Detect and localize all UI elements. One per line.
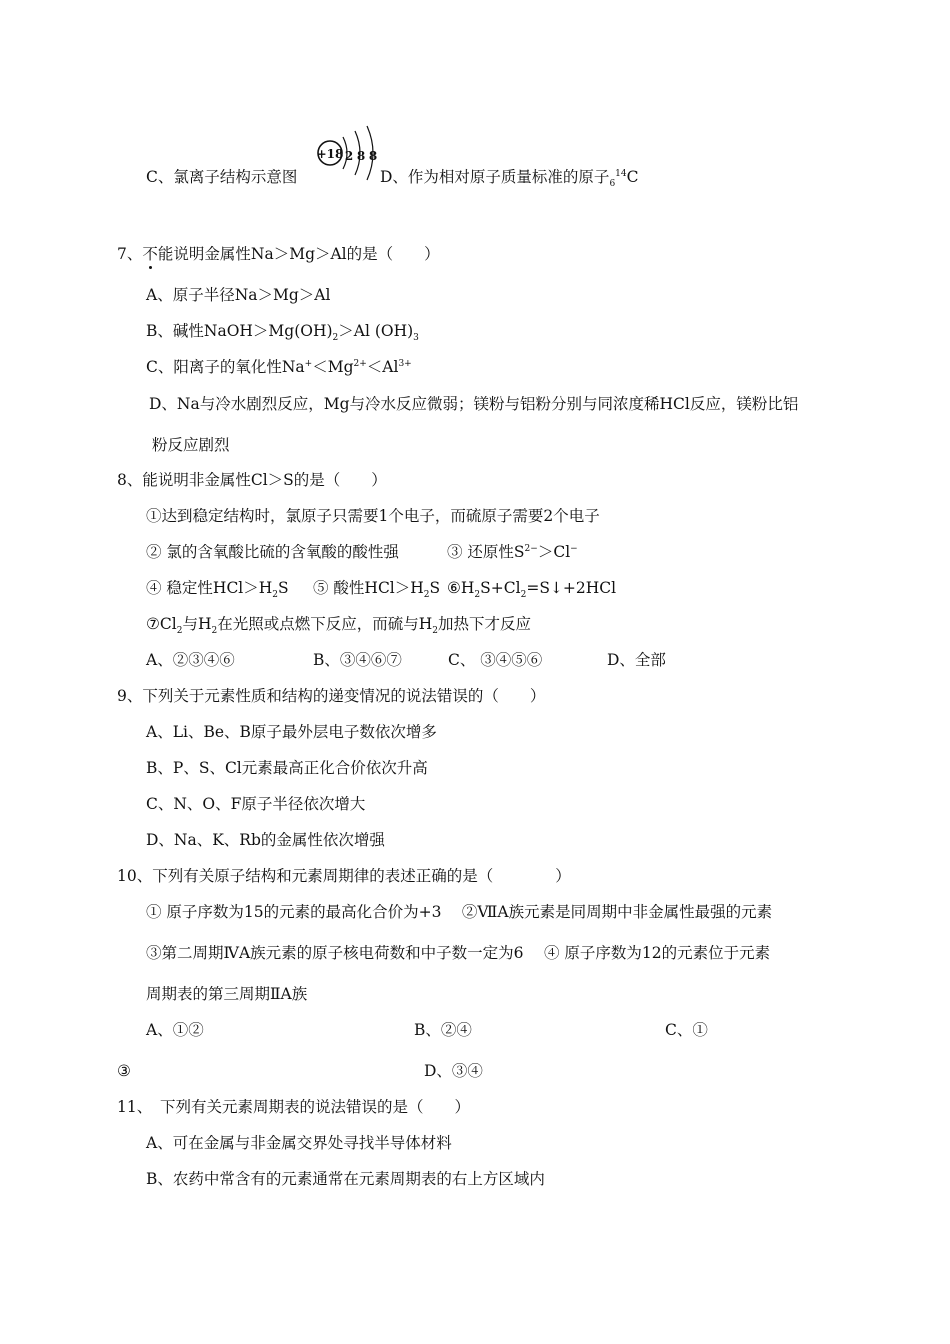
q10-option-c-continued: ③: [117, 1062, 131, 1080]
q7-stem: 7、不能说明金属性Na＞Mg＞Al的是（ ）: [117, 245, 440, 263]
q7-option-d-line2: 粉反应剧烈: [152, 436, 230, 454]
q10-option-d: D、③④: [424, 1062, 483, 1080]
emphasis-dot: 不: [142, 245, 158, 263]
q7-option-a: A、原子半径Na＞Mg＞Al: [146, 286, 331, 304]
q10-stem: 10、下列有关原子结构和元素周期律的表述正确的是（ ）: [117, 867, 571, 885]
q9-option-c: C、N、O、F原子半径依次增大: [146, 795, 366, 813]
q8-item-2: ② 氯的含氧酸比硫的含氧酸的酸性强: [146, 543, 399, 561]
q8-option-c: C、 ③④⑤⑥: [448, 651, 543, 669]
q8-item-6: $⑥H_2S+Cl_2=S↓+2HCl$: [447, 579, 617, 601]
q9-option-b: B、P、S、Cl元素最高正化合价依次升高: [146, 759, 428, 777]
q11-option-a: A、可在金属与非金属交界处寻找半导体材料: [146, 1134, 452, 1152]
shell-electrons-1: 2: [344, 149, 354, 163]
q6-option-d: D、作为相对原子质量标准的原子$_6^{14}$C: [380, 168, 639, 190]
q10-statements-line1: ① 原子序数为15的元素的最高化合价为+3 ②ⅦA族元素是同周期中非金属性最强的元素: [146, 903, 773, 921]
q8-stem: 8、能说明非金属性Cl＞S的是（ ）: [117, 471, 387, 489]
q10-statements-line2: ③第二周期ⅣA族元素的原子核电荷数和中子数一定为6 ④ 原子序数为12的元素位于元素: [146, 944, 771, 962]
q9-option-d: D、Na、K、Rb的金属性依次增强: [146, 831, 385, 849]
q8-item-7: $⑦Cl_2$与$H_2$在光照或点燃下反应，而硫与$H_2$加热下才反应: [146, 615, 531, 637]
q8-item-5: ⑤ 酸性$HCl>H_2S$: [313, 579, 441, 601]
nuclide-mass-number: 14: [615, 168, 627, 179]
q6-option-c: C、氯离子结构示意图: [146, 168, 298, 186]
q8-option-a: A、②③④⑥: [146, 651, 235, 669]
q11-option-b: B、农药中常含有的元素通常在元素周期表的右上方区域内: [146, 1170, 545, 1188]
shell-electrons-3: 8: [368, 149, 378, 163]
q8-item-4: ④ 稳定性$HCl>H_2S$: [146, 579, 289, 601]
q10-option-b: B、②④: [414, 1021, 472, 1039]
q9-stem: 9、下列关于元素性质和结构的递变情况的说法错误的（ ）: [117, 687, 546, 705]
q7-option-b: B、碱性$NaOH>Mg(OH)_2>Al$ $(OH)_3$: [146, 322, 419, 344]
q8-option-d: D、全部: [607, 651, 666, 669]
nuclide-symbol: C: [626, 168, 639, 186]
shell-electrons-2: 8: [356, 149, 366, 163]
q8-item-1: ①达到稳定结构时，氯原子只需要1个电子，而硫原子需要2个电子: [146, 507, 600, 525]
chloride-ion-structure-diagram: [312, 122, 382, 182]
q10-option-c: C、①: [665, 1021, 708, 1039]
nucleus-charge: +18: [316, 147, 344, 161]
q8-item-3: ③ 还原性$S^{2-}>Cl^-$: [447, 543, 578, 561]
q7-option-d-line1: D、Na与冷水剧烈反应，Mg与冷水反应微弱；镁粉与铝粉分别与同浓度稀HCl反应，镁粉比铝: [149, 395, 799, 413]
q8-option-b: B、③④⑥⑦: [313, 651, 402, 669]
q10-statements-line3: 周期表的第三周期ⅡA族: [146, 985, 308, 1003]
q9-option-a: A、Li、Be、B原子最外层电子数依次增多: [146, 723, 437, 741]
q10-option-a: A、①②: [146, 1021, 204, 1039]
q7-option-c: C、阳离子的氧化性$Na^+<Mg^{2+}<Al^{3+}$: [146, 358, 412, 376]
nuclide-atomic-number: 6: [609, 179, 616, 190]
q11-stem: 11、 下列有关元素周期表的说法错误的是（ ）: [117, 1098, 470, 1116]
